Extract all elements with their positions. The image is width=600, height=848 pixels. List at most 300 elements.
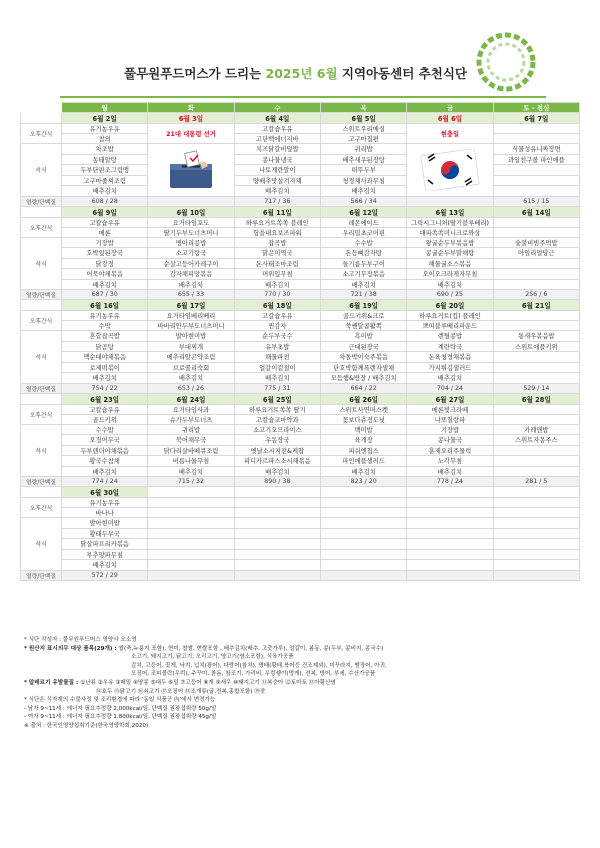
date-cell xyxy=(234,487,320,498)
meal-item: 청경채사과무침 xyxy=(320,175,406,186)
snack-row xyxy=(21,217,580,227)
meal-item: 감자채피망볶음 xyxy=(148,269,234,280)
meal-row xyxy=(21,154,580,165)
snack-item: 바나나 xyxy=(62,508,148,518)
snack-item xyxy=(493,414,579,424)
meal-item xyxy=(493,165,579,176)
meal-item: 육개장 xyxy=(320,435,406,446)
meal-item xyxy=(493,279,579,290)
meal-item: 두부텐더야채볶음 xyxy=(62,445,148,456)
snack-item: 쑥쌘달콤활쪽 xyxy=(320,321,406,331)
meal-item: 잡곡밥 xyxy=(234,237,320,248)
snack-item: 하루요거트쏙쏙 딸기 xyxy=(234,404,320,414)
meal-item xyxy=(148,539,234,550)
meal-item: 병아리콩밥 xyxy=(148,237,234,248)
snack-item: 골드키위&크로 xyxy=(320,311,406,321)
meal-item: 돈등뼈감자탕 xyxy=(320,248,406,259)
snack-item xyxy=(320,508,406,518)
date-cell: 6월 19일 xyxy=(320,300,406,311)
snack-row xyxy=(21,321,580,331)
snack-item: 수박 xyxy=(62,321,148,331)
corner-cell xyxy=(21,103,62,113)
meal-item xyxy=(493,528,579,539)
meal-item: 닭살파프리카볶음 xyxy=(62,539,148,550)
meal-item xyxy=(407,518,493,529)
date-cell: 6월 28일 xyxy=(493,393,579,404)
meal-item xyxy=(407,560,493,571)
note-origin-line: 오징어, 조피볼락(우럭), 주꾸미, 참돔, 참조기, 가리비, 우렁쉥이(멍게), 전복, 방어, 부세, 수산가공품 xyxy=(131,671,376,678)
note-allergy: * 알레르기 유발물질 : ①난류 ②우유 ③메밀 ④땅콩 ⑤대두 ⑥밀 ⑦고등어 ⑧게 ⑨새우 ⑩돼지고기 ⑪복숭아 ⑫토마토 ⑬아황산염 xyxy=(24,679,336,686)
meal-item: 배추김치 xyxy=(407,279,493,290)
meal-item: 닭다리살바베큐조림 xyxy=(148,445,234,456)
meal-item: 어묵야채볶음 xyxy=(62,269,148,280)
snack-item xyxy=(493,227,579,237)
meal-item: 발아현미밥 xyxy=(62,518,148,529)
date-cell: 6월 7일 xyxy=(493,113,579,124)
nutrition-value xyxy=(320,570,406,580)
date-row xyxy=(21,393,580,404)
date-cell: 6월 11일 xyxy=(234,206,320,217)
snack-item: 우리밀초코머핀 xyxy=(320,227,406,237)
snack-item: 요거타임사과 xyxy=(148,404,234,414)
meal-item: 배추김치 xyxy=(148,279,234,290)
snack-item: 스위트우리메실 xyxy=(320,124,406,134)
meal-item: 배추김치 xyxy=(234,186,320,197)
meal-item xyxy=(407,528,493,539)
meal-item: 백미밥 xyxy=(320,424,406,435)
date-label-cell xyxy=(21,393,62,404)
meal-item xyxy=(493,269,579,280)
meal-item: 로제떡볶이 xyxy=(62,362,148,373)
meal-item: 계란탁국 xyxy=(407,341,493,352)
meal-item: 귀리밥 xyxy=(320,144,406,155)
note-girls: - 여자 9~11세 : 에너지 필요추정량 1,800kcal/일, 단백질 권장섭취량 45g/일 xyxy=(24,714,217,721)
nutrition-value: 717 / 36 xyxy=(234,196,320,206)
meal-item xyxy=(493,456,579,467)
snack-item: 헝을내요보즈파워 xyxy=(234,227,320,237)
meal-row xyxy=(21,466,580,477)
meal-item: 혼합잡곡밥 xyxy=(62,331,148,342)
date-cell: 6월 26일 xyxy=(320,393,406,404)
meal-item: 양배추맛살겨자채 xyxy=(234,175,320,186)
day-header: 토 - 점심 xyxy=(493,103,579,113)
meal-label: 석식 xyxy=(21,518,62,571)
meal-item xyxy=(320,539,406,550)
meal-item xyxy=(234,518,320,529)
meal-item: 돈사태조마조림 xyxy=(234,258,320,269)
meal-item: 순두부국수 xyxy=(234,331,320,342)
snack-item xyxy=(148,498,234,508)
nutrition-row xyxy=(21,570,580,580)
snack-item: 꽃보다츄정도넛 xyxy=(320,414,406,424)
meal-item: 배추김치 xyxy=(148,373,234,384)
page-title: 풀무원푸드머스가 드리는 2025년 6월 지역아동센터 추천식단 xyxy=(124,66,467,81)
meal-item: 해물굴소스볶음 xyxy=(407,258,493,269)
note-allergy-line: ⑭호두 ⑮닭고기 ⑯쇠고기 ⑰오징어 ⑱조개류(굴,전복,홍합포함) ⑲잣 xyxy=(96,688,266,695)
meal-item: 닭강정 xyxy=(62,258,148,269)
snack-item xyxy=(493,124,579,134)
snack-item xyxy=(407,498,493,508)
meal-item: 스위트애플키위 xyxy=(493,341,579,352)
nutrition-value: 572 / 29 xyxy=(62,570,148,580)
date-cell: 6월 9일 xyxy=(62,206,148,217)
nutrition-row xyxy=(21,477,580,487)
nutrition-label: 열량/단백질 xyxy=(21,383,62,393)
meal-row xyxy=(21,248,580,259)
date-cell: 6월 24일 xyxy=(148,393,234,404)
meal-item: 통새우볶음밥 xyxy=(493,331,579,342)
meal-row xyxy=(21,269,580,280)
snack-label: 오후간식 xyxy=(21,217,62,237)
nutrition-value: 778 / 24 xyxy=(407,477,493,487)
meal-item: 닭곰탕 xyxy=(62,341,148,352)
meal-item: 아임리얼당근 xyxy=(493,248,579,259)
snack-item: 스위트사연머스켓 xyxy=(320,404,406,414)
meal-item: 배추김치 xyxy=(62,373,148,384)
meal-row xyxy=(21,352,580,363)
meal-row xyxy=(21,186,580,197)
meal-item: 부대찌개 xyxy=(148,341,234,352)
snack-item: 고칼슘코마약과 xyxy=(234,414,320,424)
meal-row xyxy=(21,445,580,456)
meal-item: 배추김치 xyxy=(234,373,320,384)
meal-item: 배추김치 xyxy=(320,186,406,197)
meal-item: 떠뚜두부 xyxy=(320,165,406,176)
meal-item: 동태알탕 xyxy=(62,154,148,165)
meal-item: 가지튀김샐러드 xyxy=(407,362,493,373)
meal-item: 돈육청경채볶음 xyxy=(407,352,493,363)
nutrition-value: 890 / 38 xyxy=(234,477,320,487)
nutrition-value xyxy=(407,570,493,580)
meal-row xyxy=(21,549,580,560)
meal-row xyxy=(21,258,580,269)
meal-item: 콩나물냉국 xyxy=(234,154,320,165)
meal-row xyxy=(21,435,580,446)
meal-row xyxy=(21,175,580,186)
date-label-cell xyxy=(21,300,62,311)
meal-item: 숯불비빔주먹밥 xyxy=(493,237,579,248)
nutrition-value: 653 / 26 xyxy=(148,383,234,393)
snack-item: 쁘띠블루베리파운드 xyxy=(407,321,493,331)
meal-item: 배추김치 xyxy=(62,186,148,197)
snack-item: 유기농우유 xyxy=(62,124,148,134)
snack-item: 고구마칩편 xyxy=(320,134,406,144)
meal-item: 카레앤밥 xyxy=(493,424,579,435)
meal-item: 유부초밥 xyxy=(234,341,320,352)
snack-item: 고단백에너지바 xyxy=(234,134,320,144)
menu-table xyxy=(20,102,580,581)
meal-item: 기장밥 xyxy=(407,424,493,435)
meal-item xyxy=(493,445,579,456)
nutrition-label: 열량/단백질 xyxy=(21,477,62,487)
snack-item: 메론빛크라떼 xyxy=(407,404,493,414)
meal-item: 렌틸콩밥 xyxy=(407,331,493,342)
meal-item: 귀리밥 xyxy=(148,424,234,435)
meal-label: 석식 xyxy=(21,237,62,290)
snack-item: 딸기두부도너츠머니 xyxy=(148,227,234,237)
date-cell: 6월 14일 xyxy=(493,206,579,217)
snack-item: 요거타임베리베리 xyxy=(148,311,234,321)
nutrition-value: 615 / 15 xyxy=(493,196,579,206)
snack-row xyxy=(21,508,580,518)
nutrition-value: 566 / 34 xyxy=(320,196,406,206)
meal-item: 피쉬엔칩스 xyxy=(320,445,406,456)
meal-item xyxy=(234,539,320,550)
date-cell xyxy=(148,487,234,498)
meal-item: 스위트자몽주스 xyxy=(493,435,579,446)
meal-item: 피디카르파스소시채볶음 xyxy=(234,456,320,467)
date-cell: 6월 2일 xyxy=(62,113,148,124)
snack-item: 찐감자 xyxy=(234,321,320,331)
meal-item: 비름나물무침 xyxy=(148,456,234,467)
meal-item: 소고기탕국 xyxy=(148,248,234,259)
nutrition-value: 687 / 30 xyxy=(62,290,148,300)
meal-row xyxy=(21,518,580,529)
meal-item xyxy=(493,352,579,363)
meal-item: 배추김치 xyxy=(407,373,493,384)
snack-row xyxy=(21,498,580,508)
date-cell: 6월 5일 xyxy=(320,113,406,124)
meal-item: 배추김치 xyxy=(234,466,320,477)
memorial-day-label: 현충일 xyxy=(407,124,493,144)
meal-item: 고구마줄찌조림 xyxy=(62,175,148,186)
election-illustration xyxy=(148,144,234,197)
meal-item xyxy=(234,528,320,539)
snack-item: 유기농우유 xyxy=(62,311,148,321)
meal-item xyxy=(493,560,579,571)
day-header: 금 xyxy=(407,103,493,113)
date-cell: 6월 13일 xyxy=(407,206,493,217)
day-header: 월 xyxy=(62,103,148,113)
meal-item: 배추김치 xyxy=(148,466,234,477)
meal-item: 순살고등어카레구이 xyxy=(148,258,234,269)
date-cell: 6월 30일 xyxy=(62,487,148,498)
meal-item xyxy=(493,539,579,550)
nutrition-value: 529 / 14 xyxy=(493,383,579,393)
snack-item xyxy=(493,134,579,144)
nutrition-value xyxy=(493,570,579,580)
meal-item: 소고기무장볶음 xyxy=(320,269,406,280)
meal-item: 머위잎무침 xyxy=(234,269,320,280)
meal-label: 석식 xyxy=(21,424,62,477)
nutrition-value: 823 / 20 xyxy=(320,477,406,487)
meal-item: 북어채무국 xyxy=(148,435,234,446)
date-row xyxy=(21,487,580,498)
nutrition-value: 715 / 32 xyxy=(148,477,234,487)
nutrition-value: 281 / 5 xyxy=(493,477,579,487)
meal-row xyxy=(21,144,580,155)
snack-item xyxy=(493,498,579,508)
election-day-label: 21대 대통령 선거 xyxy=(148,124,234,144)
meal-row xyxy=(21,424,580,435)
meal-row xyxy=(21,331,580,342)
meal-item xyxy=(234,560,320,571)
note-origin: * 원산지 표시의무 대상 품목(29개) : 쌀(축,누룽지 포함), 현미, 찹쌀, 현쌀포함 , 배추김치(배추, 고춧가루), 얼갈이, 봄동, 콩(두부, 콩비지, 콩국수) xyxy=(24,645,384,652)
snack-item: 고칼슘우유 xyxy=(62,217,148,227)
meal-item xyxy=(234,549,320,560)
meal-item: 수수밥 xyxy=(62,424,148,435)
nutrition-value xyxy=(148,570,234,580)
meal-item: 소고기오므라이스 xyxy=(234,424,320,435)
snack-item xyxy=(320,498,406,508)
snack-item: 고칼슘우유 xyxy=(234,311,320,321)
meal-label: 석식 xyxy=(21,331,62,384)
meal-item xyxy=(407,539,493,550)
nutrition-value: 770 / 30 xyxy=(234,290,320,300)
meal-item: 노각무침 xyxy=(407,456,493,467)
date-cell: 6월 16일 xyxy=(62,300,148,311)
snack-label: 오후간식 xyxy=(21,404,62,424)
meal-item: 왕굴순두부볶음밥 xyxy=(407,237,493,248)
meal-row xyxy=(21,165,580,176)
ballot-box-icon xyxy=(160,150,222,190)
meal-item: 차돌박이숙주볶음 xyxy=(320,352,406,363)
meal-row xyxy=(21,539,580,550)
meal-item: 맑은미역국 xyxy=(234,248,320,259)
date-cell xyxy=(320,487,406,498)
date-cell: 6월 18일 xyxy=(234,300,320,311)
snack-row xyxy=(21,227,580,237)
snack-item: 나또칠랑파 xyxy=(407,414,493,424)
meal-item xyxy=(493,175,579,186)
meal-item: 옛날소시지전&케찹 xyxy=(234,445,320,456)
nutrition-value xyxy=(407,196,493,206)
meal-item: 얼갈이겉절이 xyxy=(234,362,320,373)
nutrition-row xyxy=(21,196,580,206)
meal-row xyxy=(21,237,580,248)
nutrition-value: 655 / 33 xyxy=(148,290,234,300)
nutrition-value: 608 / 28 xyxy=(62,196,148,206)
nutrition-value: 256 / 6 xyxy=(493,290,579,300)
meal-item: 브로콜리숙회 xyxy=(148,362,234,373)
date-cell: 6월 27일 xyxy=(407,393,493,404)
meal-item xyxy=(320,528,406,539)
date-label-cell xyxy=(21,206,62,217)
date-cell: 6월 4일 xyxy=(234,113,320,124)
date-cell: 6월 20일 xyxy=(407,300,493,311)
note-author: * 식단 작성자 : 풀무원푸드머스 영양사 오소영 xyxy=(24,637,137,643)
meal-item xyxy=(148,528,234,539)
nutrition-value: 690 / 25 xyxy=(407,290,493,300)
snack-row xyxy=(21,404,580,414)
meal-item: 차조밥 xyxy=(62,144,148,155)
snack-item: 요거타임포도 xyxy=(148,217,234,227)
meal-item: 발아현미밥 xyxy=(148,331,234,342)
day-header: 목 xyxy=(320,103,406,113)
date-label-cell xyxy=(21,113,62,124)
snack-item: 골드키위 xyxy=(62,414,148,424)
meal-row xyxy=(21,362,580,373)
meal-row xyxy=(21,528,580,539)
date-row xyxy=(21,113,580,124)
meal-item: 콩나물국 xyxy=(407,435,493,446)
meal-item: 부추양파무침 xyxy=(62,549,148,560)
snack-item xyxy=(493,217,579,227)
meal-item: 들기름두부구이 xyxy=(320,258,406,269)
snack-item: 슈가두부도너츠 xyxy=(148,414,234,424)
meal-row xyxy=(21,560,580,571)
snack-item: 참외 xyxy=(62,134,148,144)
page-header xyxy=(60,58,546,98)
snack-item: 하루요거트(컵) 플레인 xyxy=(407,311,493,321)
snack-item: 고칼슘우유 xyxy=(62,404,148,414)
snack-item xyxy=(493,311,579,321)
meal-item: 파인애플샐러드 xyxy=(320,456,406,467)
meal-row xyxy=(21,456,580,467)
nutrition-value: 704 / 24 xyxy=(407,383,493,393)
meal-item xyxy=(493,186,579,197)
date-label-cell xyxy=(21,487,62,498)
snack-row xyxy=(21,414,580,424)
meal-item: 근대된장국 xyxy=(320,341,406,352)
meal-item xyxy=(320,560,406,571)
snack-item: 메론 xyxy=(62,227,148,237)
snack-row xyxy=(21,124,580,134)
snack-row xyxy=(21,311,580,321)
note-origin-line: 갈치, 고등어, 꽃게, 낙지, 넙치(광어), 다랑어(참치), 명태(황태,북어등 건조제외), 미꾸라지, 뱀장어, 아귀, xyxy=(131,662,387,669)
meal-item xyxy=(407,549,493,560)
date-cell: 6월 17일 xyxy=(148,300,234,311)
meal-item: 배추김치 xyxy=(407,466,493,477)
date-cell: 6월 21일 xyxy=(493,300,579,311)
snack-item xyxy=(493,321,579,331)
meal-item: 해물파전 xyxy=(234,352,320,363)
snack-item: 유기농우유 xyxy=(62,498,148,508)
meal-item: 치즈닭갈비덮밥 xyxy=(234,144,320,155)
meal-item xyxy=(320,549,406,560)
snack-item: 고칼슘우유 xyxy=(234,124,320,134)
meal-item: 나토계란말이 xyxy=(234,165,320,176)
meal-item xyxy=(493,466,579,477)
meal-item: 호박잎된장국 xyxy=(62,248,148,259)
date-cell: 6월 6일 xyxy=(407,113,493,124)
meal-item: 배추김치 xyxy=(62,466,148,477)
meal-item: 단호박함께폭렌자샐채 xyxy=(320,362,406,373)
snack-item: 레몬에이드 xyxy=(320,217,406,227)
snack-item xyxy=(234,498,320,508)
snack-row xyxy=(21,134,580,144)
nutrition-value: 754 / 22 xyxy=(62,383,148,393)
snack-label: 오후간식 xyxy=(21,311,62,331)
nutrition-value: 775 / 31 xyxy=(234,383,320,393)
meal-item xyxy=(493,549,579,560)
nutrition-value: 721 / 38 xyxy=(320,290,406,300)
snack-label: 오후간식 xyxy=(21,124,62,144)
meal-item: 배추김치 xyxy=(320,466,406,477)
meal-item xyxy=(148,560,234,571)
snack-item xyxy=(407,508,493,518)
meal-item xyxy=(493,362,579,373)
meal-item: 기장밥 xyxy=(62,237,148,248)
meal-item: 오징어무국 xyxy=(62,435,148,446)
meal-row xyxy=(21,279,580,290)
meal-item: 맥순대야채볶음 xyxy=(62,352,148,363)
meal-item: 콩굴순두부맑해탕 xyxy=(407,248,493,259)
nutrition-label: 열량/단백질 xyxy=(21,290,62,300)
date-row xyxy=(21,206,580,217)
nutrition-label: 열량/단백질 xyxy=(21,196,62,206)
meal-item: 두부단판조그림맹 xyxy=(62,165,148,176)
meal-item: 황국수참채 xyxy=(62,456,148,467)
date-row xyxy=(21,300,580,311)
date-cell: 6월 10일 xyxy=(148,206,234,217)
meal-row xyxy=(21,373,580,384)
date-cell: 6월 3일 xyxy=(148,113,234,124)
meal-row xyxy=(21,341,580,352)
note-origin-line: 소고기, 돼지고기, 닭고기, 오리고기, 양고기(염소포함), 식육가공품 xyxy=(131,654,294,661)
date-cell: 6월 23일 xyxy=(62,393,148,404)
meal-item: 수수밥 xyxy=(320,237,406,248)
